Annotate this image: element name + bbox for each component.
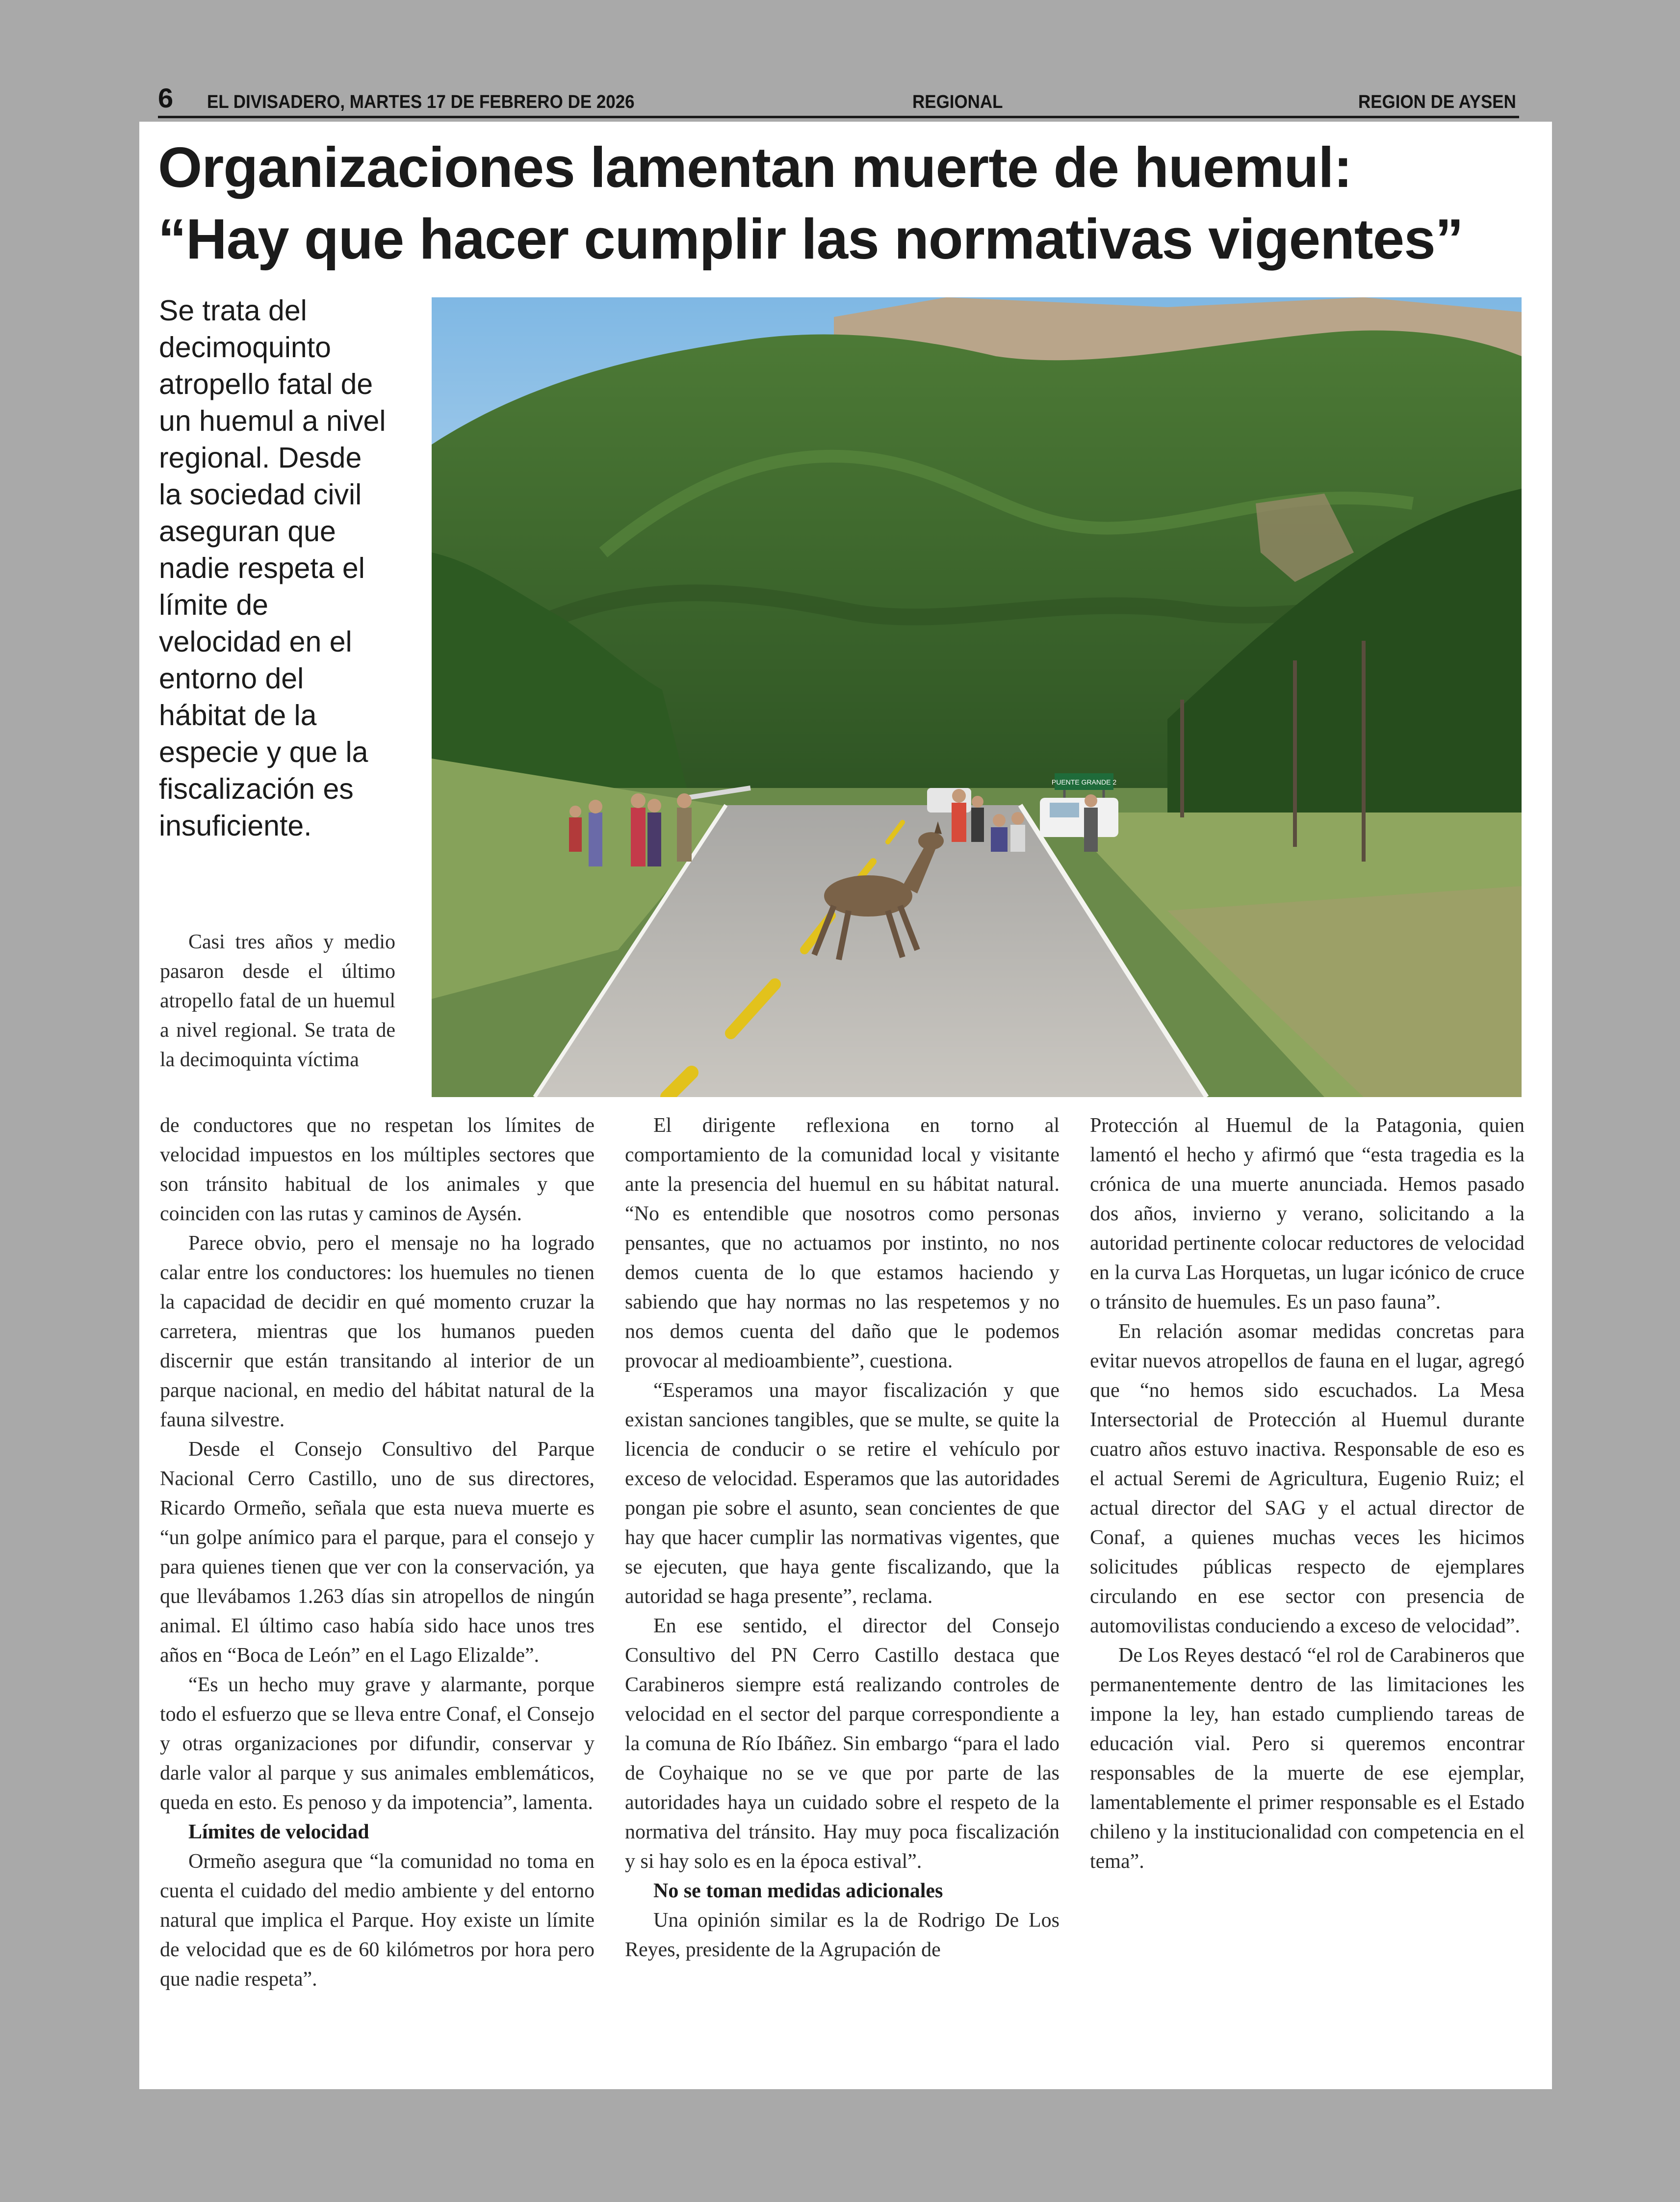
col1-paragraph-3: Desde el Consejo Consultivo del Parque Nacional Cerro Castillo, uno de sus directores, Ricardo Ormeño, señala que esta nueva muerte es “un golpe anímico para el parque, para el consejo y para quienes tienen que ver con la conservación, ya que llevábamos 1.263 días sin atropellos de ningún animal. El último caso había sido hace unos tres años en “Boca de León” en el Lago Elizalde”. <box>160 1438 594 1667</box>
article-intro <box>160 927 395 1075</box>
col1-paragraph-2: Parece obvio, pero el mensaje no ha logrado calar entre los conductores: los huemules no tienen la capacidad de decidir en qué momento cruzar la carretera, mientras que los humanos pueden discernir que están transitando al interior de un parque nacional, en medio del hábitat natural de la fauna silvestre. <box>160 1232 594 1431</box>
article-column-3 <box>1090 1111 1525 1876</box>
col2-paragraph-1: El dirigente reflexiona en torno al comportamiento de la comunidad local y visitante ante la presencia del huemul en su hábitat natural. “No es entendible que nosotros como personas pensantes, que no actuamos por instinto, no nos demos cuenta de lo que estamos haciendo y sabiendo que hay normas no las respetemos y no nos demos cuenta del daño que le podemos provocar al medioambiente”, cuestiona. <box>625 1114 1060 1372</box>
newspaper-page <box>139 122 1552 2089</box>
col3-paragraph-2: En relación asomar medidas concretas para evitar nuevos atropellos de fauna en el lugar, agregó que “no hemos sido escuchados. La Mesa Intersectorial de Protección al Huemul durante cuatro años estuvo inactiva. Responsable de eso es el actual Seremi de Agricultura, Eugenio Ruiz; el actual director del SAG y el actual director de Conaf, a quienes muchas veces les hicimos solicitudes públicas respecto de ejemplares circulando en ese sector con presencia de automovilistas conduciendo a exceso de velocidad”. <box>1090 1320 1525 1637</box>
col1-paragraph-1: de conductores que no respetan los límites de velocidad impuestos en los múltiples sectores que son tránsito habitual de los animales y que coinciden con las rutas y caminos de Aysén. <box>160 1114 594 1225</box>
article-column-2 <box>625 1111 1060 1965</box>
subheading-no-medidas: No se toman medidas adicionales <box>653 1880 943 1902</box>
col1-paragraph-5: Ormeño asegura que “la comunidad no toma en cuenta el cuidado del medio ambiente y del entorno natural que implica el Parque. Hoy existe un límite de velocidad que es de 60 kilómetros por hora pero que nadie respeta”. <box>160 1850 594 1991</box>
headline-line-2: “Hay que hacer cumplir las normativas vigentes” <box>158 207 1463 271</box>
article-dek: Se trata del decimoquinto atropello fatal de un huemul a nivel regional. Desde la sociedad civil aseguran que nadie respeta el límite de velocidad en el entorno del hábitat de la especie y que la fiscalización es insuficiente. <box>159 294 386 842</box>
article-photo <box>432 297 1522 1097</box>
col3-paragraph-1: Protección al Huemul de la Patagonia, quien lamentó el hecho y afirmó que “esta tragedia es la crónica de una muerte anunciada. Hemos pasado dos años, invierno y verano, solicitando a la autoridad pertinente colocar reductores de velocidad en la curva Las Horquetas, un lugar icónico de cruce o tránsito de huemules. Es un paso fauna”. <box>1090 1114 1525 1313</box>
col2-paragraph-2: “Esperamos una mayor fiscalización y que existan sanciones tangibles, que se multe, se quite la licencia de conducir o se retire el vehículo por exceso de velocidad. Esperamos que las autoridades pongan pie sobre el asunto, sean concientes de que hay que hacer cumplir las normativas vigentes, que se ejecuten, que haya gente fiscalizando, que la autoridad se haga presente”, reclama. <box>625 1379 1060 1608</box>
section-label: REGIONAL <box>912 92 1003 112</box>
subheading-limites-velocidad: Límites de velocidad <box>188 1821 369 1843</box>
newspaper-name-date: EL DIVISADERO, MARTES 17 DE FEBRERO DE 2026 <box>207 92 635 112</box>
col2-paragraph-4: Una opinión similar es la de Rodrigo De Los Reyes, presidente de la Agrupación de <box>625 1909 1060 1961</box>
col1-paragraph-4: “Es un hecho muy grave y alarmante, porque todo el esfuerzo que se lleva entre Conaf, el Consejo y otras organizaciones por difundir, conservar y darle valor al parque y sus animales emblemáticos, queda en esto. Es penoso y da impotencia”, lamenta. <box>160 1674 594 1814</box>
headline-line-1: Organizaciones lamentan muerte de huemul: <box>158 135 1352 199</box>
page-number: 6 <box>158 82 174 113</box>
page-header <box>158 82 1519 118</box>
col3-paragraph-3: De Los Reyes destacó “el rol de Carabineros que permanentemente dentro de las limitaciones les impone la ley, han estado cumpliendo tareas de educación vial. Pero si queremos encontrar responsables de la muerte de ese ejemplar, lamentablemente el primer responsable es el Estado chileno y la institucionalidad con competencia en el tema”. <box>1090 1644 1525 1873</box>
col2-paragraph-3: En ese sentido, el director del Consejo Consultivo del PN Cerro Castillo destaca que Carabineros siempre está realizando controles de velocidad en el sector del parque correspondiente a la comuna de Río Ibáñez. Sin embargo “para el lado de Coyhaique no se ve que por parte de las autoridades haya un cuidado sobre el respeto de la normativa del tránsito. Hay muy poca fiscalización y si hay solo es en la época estival”. <box>625 1615 1060 1873</box>
article-headline <box>158 131 1531 275</box>
road-sign-text: PUENTE GRANDE 2 <box>1051 778 1117 786</box>
article-column-1 <box>160 1111 594 1994</box>
intro-paragraph: Casi tres años y medio pasaron desde el último atropello fatal de un huemul a nivel regional. Se trata de la decimoquinta víctima <box>160 931 395 1071</box>
region-label: REGION DE AYSEN <box>1358 92 1516 112</box>
